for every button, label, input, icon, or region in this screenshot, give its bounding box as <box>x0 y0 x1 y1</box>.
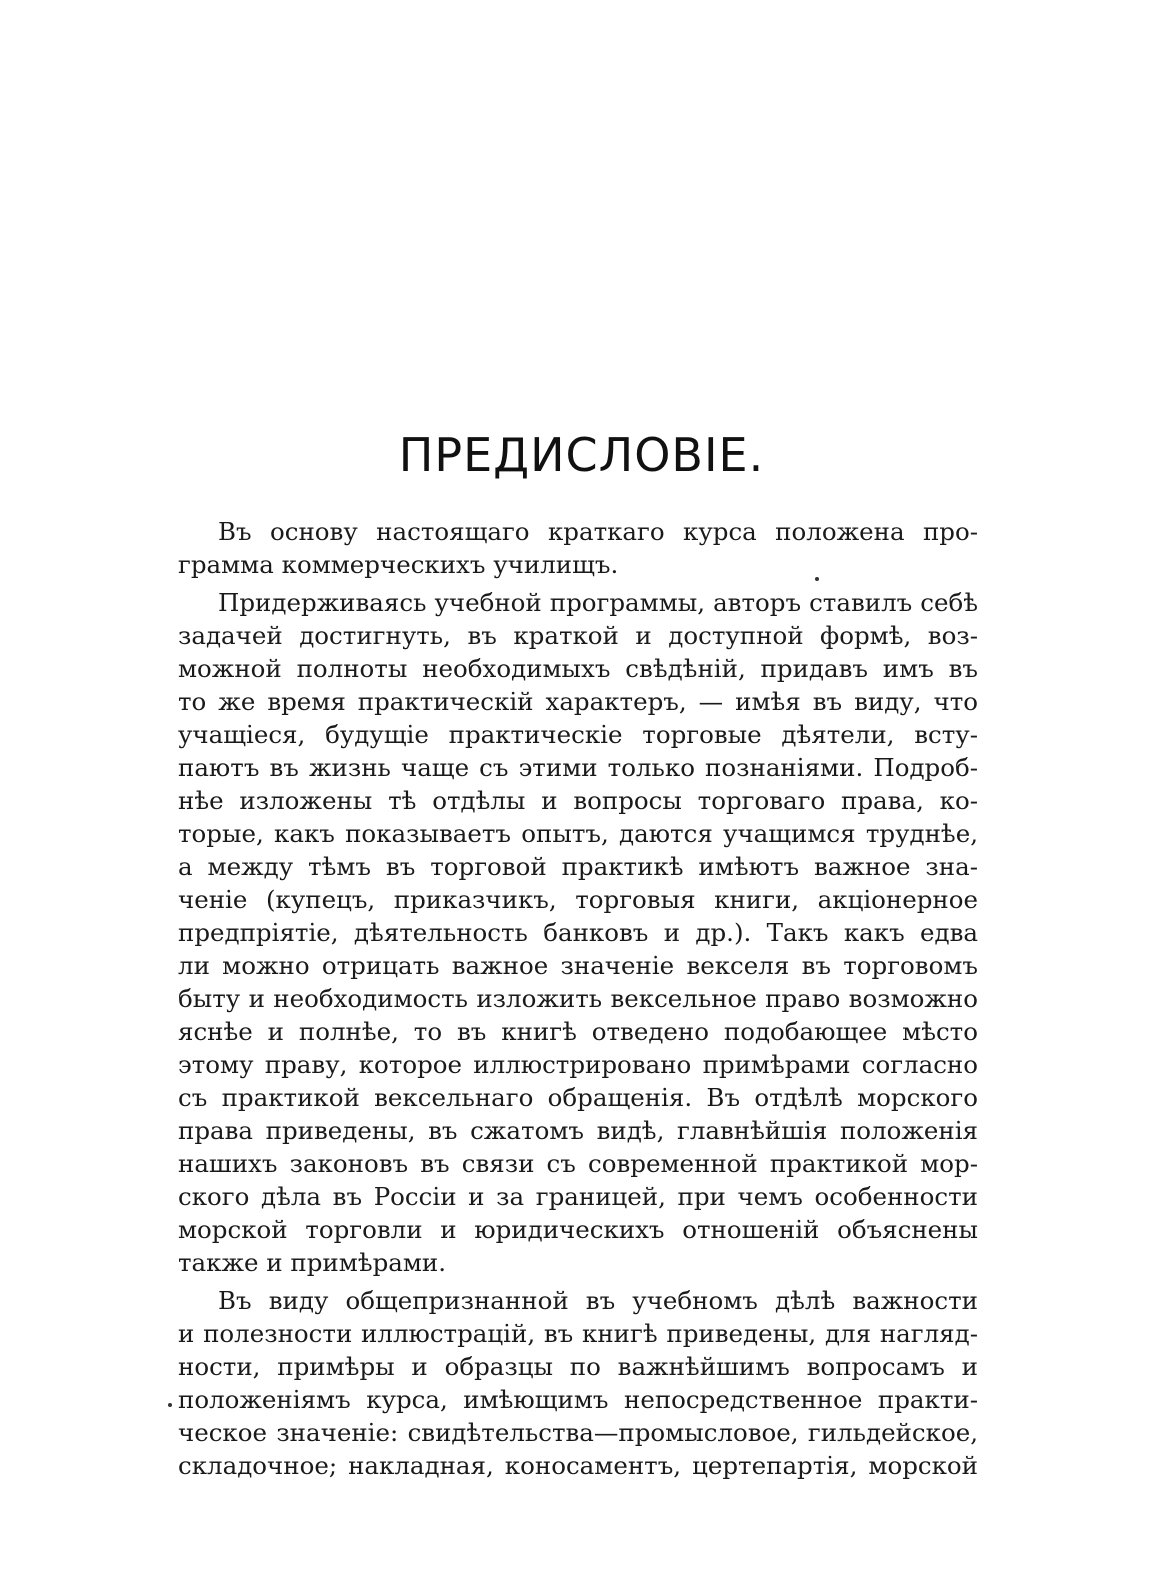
text-line: ченіе (купецъ, приказчикъ, торговыя книги, акціонерное <box>178 885 978 914</box>
text-line: съ практикой вексельнаго обращенія. Въ отдѣлѣ морского <box>178 1083 978 1112</box>
text-line: этому праву, которое иллюстрировано примѣрами согласно <box>178 1050 978 1079</box>
text-line: также и примѣрами. <box>178 1248 447 1277</box>
text-line: Въ виду общепризнанной въ учебномъ дѣлѣ важности <box>218 1286 978 1315</box>
text-line: задачей достигнуть, въ краткой и доступной формѣ, воз- <box>178 621 978 650</box>
text-line: нашихъ законовъ въ связи съ современной практикой мор- <box>178 1149 978 1178</box>
text-line: учащіеся, будущіе практическіе торговые дѣятели, всту- <box>178 720 978 749</box>
text-line: торые, какъ показываетъ опытъ, даются учащимся труднѣе, <box>178 819 978 848</box>
text-line: морской торговли и юридическихъ отношеній объяснены <box>178 1215 978 1244</box>
text-line: ческое значеніе: свидѣтельства—промысловое, гильдейское, <box>178 1418 978 1447</box>
text-line: складочное; накладная, коносаментъ, цертепартія, морской <box>178 1451 978 1480</box>
text-line: ского дѣла въ Россіи и за границей, при чемъ особенности <box>178 1182 978 1211</box>
text-line: нѣе изложены тѣ отдѣлы и вопросы торговаго права, ко- <box>178 786 978 815</box>
text-line: а между тѣмъ въ торговой практикѣ имѣютъ важное зна- <box>178 852 978 881</box>
text-line: то же время практическій характеръ, — имѣя въ виду, что <box>178 687 978 716</box>
text-line: Въ основу настоящаго краткаго курса положена про- <box>218 517 978 546</box>
text-line: и полезности иллюстрацій, въ книгѣ приведены, для нагляд- <box>178 1319 978 1348</box>
scan-speck <box>815 577 819 581</box>
text-line: быту и необходимость изложить вексельное право возможно <box>178 984 978 1013</box>
text-line: предпріятіе, дѣятельность банковъ и др.). Такъ какъ едва <box>178 918 978 947</box>
text-line: можной полноты необходимыхъ свѣдѣній, придавъ имъ въ <box>178 654 978 683</box>
text-line: яснѣе и полнѣе, то въ книгѣ отведено подобающее мѣсто <box>178 1017 978 1046</box>
text-line: грамма коммерческихъ училищъ. <box>178 550 619 579</box>
preface-body <box>178 515 978 1482</box>
text-line: права приведены, въ сжатомъ видѣ, главнѣйшія положенія <box>178 1116 978 1145</box>
text-line: ли можно отрицать важное значеніе векселя въ торговомъ <box>178 951 978 980</box>
text-line: ности, примѣры и образцы по важнѣйшимъ вопросамъ и <box>178 1352 978 1381</box>
page-title: ПРЕДИСЛОВІЕ. <box>398 428 765 482</box>
scan-speck <box>168 1403 172 1407</box>
text-line: положеніямъ курса, имѣющимъ непосредственное практи- <box>178 1385 978 1414</box>
text-line: паютъ въ жизнь чаще съ этими только познаніями. Подроб- <box>178 753 978 782</box>
text-line: Придерживаясь учебной программы, авторъ ставилъ себѣ <box>218 588 978 617</box>
